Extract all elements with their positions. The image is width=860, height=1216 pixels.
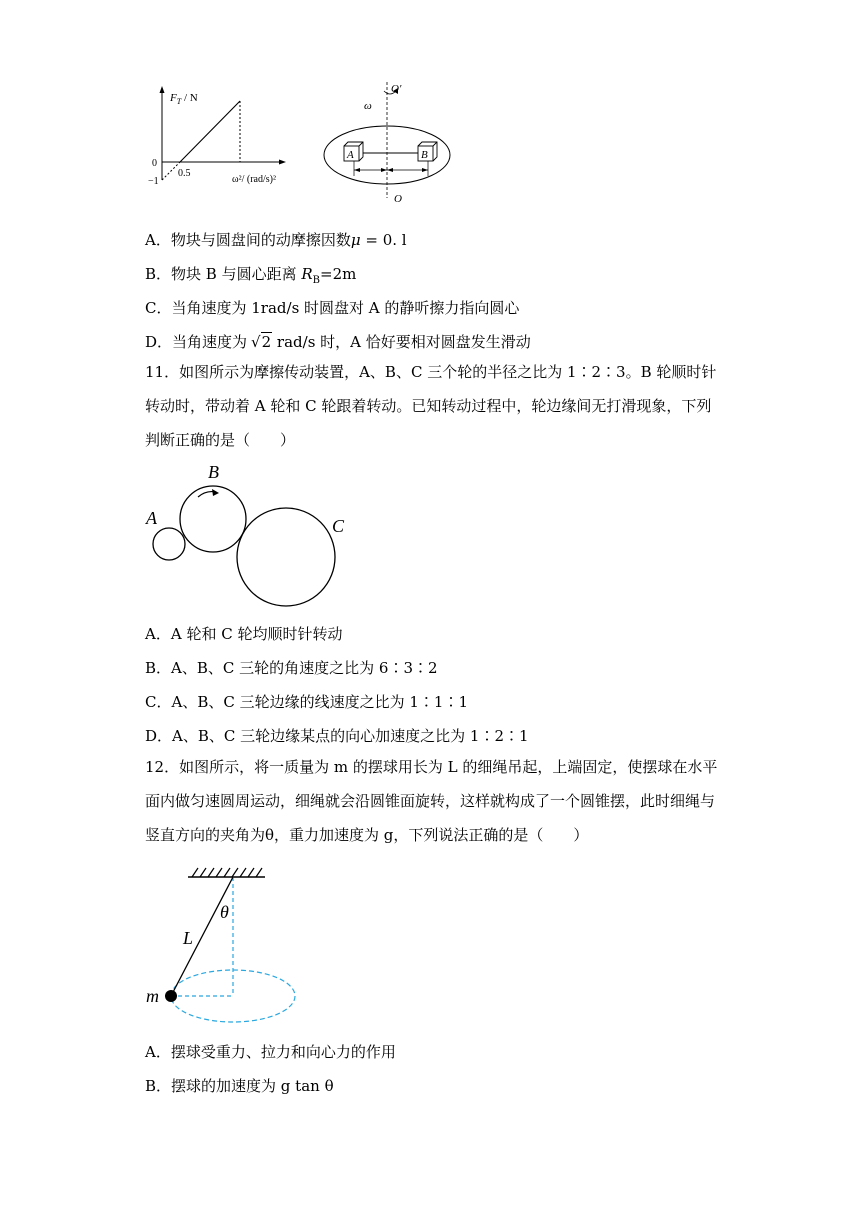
q11-option-b: B．A、B、C 三轮的角速度之比为 6∶3∶2 [145, 659, 438, 677]
q12-option-a: A．摆球受重力、拉力和向心力的作用 [145, 1043, 396, 1061]
block-a [344, 142, 363, 161]
x-tick-label: 0.5 [178, 168, 191, 179]
q11-option-a: A．A 轮和 C 轮均顺时针转动 [145, 625, 343, 643]
pendulum-bob [165, 990, 177, 1002]
q12-stem: 12．如图所示，将一质量为 m 的摆球用长为 L 的细绳吊起，上端固定，使摆球在水平面内做匀速圆周运动，细绳就会沿圆锥面旋转，这样就构成了一个圆锥摆，此时细绳与竖直方向的夹角为θ，重力加速度为 g，下列说法正确的是（ ） [145, 758, 718, 844]
q10-option-b: B．物块 B 与圆心距离 $R_B=2m$ [145, 265, 357, 286]
theta-label: θ [220, 902, 229, 922]
q11-option-c: C．A、B、C 三轮边缘的线速度之比为 1∶1∶1 [145, 693, 468, 711]
q12-option-b: B．摆球的加速度为 g tan θ [145, 1077, 334, 1095]
friction-wheels-figure [140, 462, 360, 612]
length-label: L [183, 928, 194, 948]
svg-text:A: A [347, 149, 354, 161]
o-label: O [394, 193, 402, 205]
o-prime-label: O′ [391, 83, 402, 95]
force-graph-figure [140, 82, 300, 190]
rotating-disc-figure [318, 80, 458, 208]
wheel-b-label: B [208, 462, 219, 482]
omega-label: ω [364, 100, 372, 112]
svg-text:B: B [421, 149, 428, 161]
wheel-c [237, 508, 335, 606]
x-axis-label: ω²/ (rad/s)² [232, 174, 276, 185]
origin-label: 0 [152, 158, 157, 169]
neg-one-label: −1 [148, 176, 159, 187]
block-b [418, 142, 437, 161]
sqrt-symbol: √ [251, 333, 261, 351]
wheel-c-label: C [332, 516, 345, 536]
conical-pendulum-figure [140, 860, 310, 1028]
q10-option-c: C．当角速度为 1rad/s 时圆盘对 A 的静听擦力指向圆心 [145, 299, 520, 317]
q10-option-a: A．物块与圆盘间的动摩擦因数μ = 0. l [145, 231, 407, 249]
y-axis-label: $F_T$ / N [170, 92, 198, 106]
q10-option-d: D．当角速度为 √2 rad/s 时，A 恰好要相对圆盘发生滑动 [145, 333, 531, 351]
mass-label: m [146, 986, 159, 1006]
q11-option-d: D．A、B、C 三轮边缘某点的向心加速度之比为 1∶2∶1 [145, 727, 529, 745]
q11-stem: 11．如图所示为摩擦传动装置，A、B、C 三个轮的半径之比为 1∶2∶3。B 轮顺时针转动时，带动着 A 轮和 C 轮跟着转动。已知转动过程中，轮边缘间无打滑现象，下列判断正确的是（ ） [145, 363, 717, 449]
wheel-a-label: A [146, 508, 157, 528]
wheel-a [153, 528, 185, 560]
